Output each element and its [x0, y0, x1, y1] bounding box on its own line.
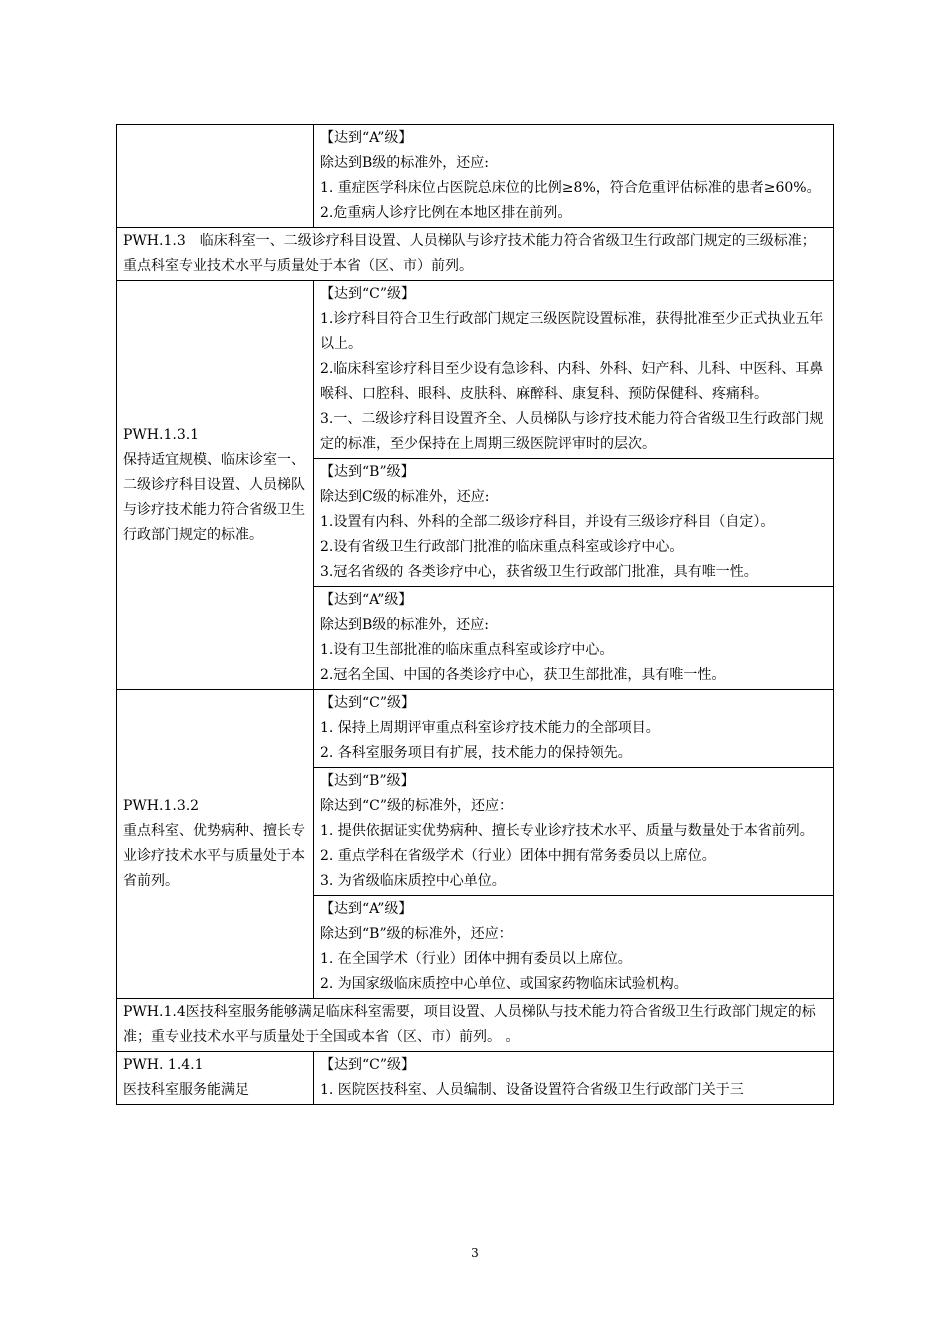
page-number: 3 — [471, 1246, 479, 1260]
criteria-line: 3. 为省级临床质控中心单位。 — [320, 873, 506, 889]
standards-table — [116, 124, 834, 1105]
grade-heading: 【达到“C”级】 — [320, 1057, 416, 1073]
criteria-line: 2.临床科室诊疗科目至少设有急诊科、内科、外科、妇产科、儿科、中医科、耳鼻喉科、口腔科、眼科、皮肤科、麻醉科、康复科、预防保健科、疼痛科。 — [320, 361, 824, 402]
item-description: 重点科室、优势病种、擅长专业诊疗技术水平与质量处于本省前列。 — [123, 823, 305, 889]
criteria-cell — [314, 1052, 834, 1105]
table-row — [117, 690, 834, 768]
criteria-cell — [314, 690, 834, 768]
criteria-line: 1. 重症医学科床位占医院总床位的比例≥8%，符合危重评估标准的患者≥60%。 — [320, 180, 821, 196]
item-description: 保持适宜规模、临床诊室一、二级诊疗科目设置、人员梯队与诊疗技术能力符合省级卫生行政部门规定的标准。 — [123, 451, 305, 543]
grade-heading: 【达到“A”级】 — [320, 901, 413, 917]
criteria-line: 除达到B级的标准外，还应: — [320, 617, 490, 633]
criteria-line: 2.冠名全国、中国的各类诊疗中心，获卫生部批准，具有唯一性。 — [320, 667, 726, 683]
item-description: 医技科室服务能满足 — [123, 1082, 249, 1098]
criteria-line: 1.设有卫生部批准的临床重点科室或诊疗中心。 — [320, 642, 614, 658]
criteria-line: 除达到B级的标准外，还应: — [320, 155, 490, 171]
criteria-cell — [314, 281, 834, 459]
table-row — [117, 999, 834, 1052]
grade-heading: 【达到“B”级】 — [320, 773, 415, 789]
criteria-cell — [314, 459, 834, 587]
grade-heading: 【达到“C”级】 — [320, 286, 416, 302]
criteria-line: 除达到“C”级的标准外，还应： — [320, 798, 514, 814]
criteria-line: 2. 重点学科在省级学术（行业）团体中拥有常务委员以上席位。 — [320, 848, 716, 864]
criteria-cell — [314, 125, 834, 228]
item-code: PWH.1.3.1 — [123, 426, 200, 443]
item-cell — [117, 1052, 314, 1105]
item-cell — [117, 690, 314, 999]
grade-heading: 【达到“C”级】 — [320, 695, 416, 711]
criteria-line: 1.诊疗科目符合卫生行政部门规定三级医院设置标准，获得批准至少正式执业五年以上。 — [320, 311, 824, 352]
criteria-cell — [314, 896, 834, 999]
item-code: PWH.1.3.2 — [123, 798, 200, 814]
table-row — [117, 281, 834, 459]
criteria-line: 1.设置有内科、外科的全部二级诊疗科目，并设有三级诊疗科目（自定）。 — [320, 514, 775, 530]
criteria-line: 2. 各科室服务项目有扩展，技术能力的保持领先。 — [320, 745, 632, 761]
grade-heading: 【达到“A”级】 — [320, 130, 413, 146]
criteria-cell — [314, 587, 834, 690]
item-cell-empty — [117, 125, 314, 228]
criteria-line: 除达到“B”级的标准外，还应： — [320, 926, 513, 942]
criteria-line: 3.一、二级诊疗科目设置齐全、人员梯队与诊疗技术能力符合省级卫生行政部门规定的标准，至少保持在上周期三级医院评审时的层次。 — [320, 411, 824, 452]
section-heading-cell: PWH.1.4医技科室服务能够满足临床科室需要，项目设置、人员梯队与技术能力符合省级卫生行政部门规定的标准；重专业技术水平与质量处于全国或本省（区、市）前列。 。 — [117, 999, 834, 1052]
criteria-line: 除达到C级的标准外，还应: — [320, 489, 490, 505]
item-cell — [117, 281, 314, 690]
table-row — [117, 228, 834, 281]
grade-heading: 【达到“B”级】 — [320, 464, 415, 480]
criteria-cell — [314, 768, 834, 896]
section-heading-cell: PWH.1.3 临床科室一、二级诊疗科目设置、人员梯队与诊疗技术能力符合省级卫生行政部门规定的三级标准；重点科室专业技术水平与质量处于本省（区、市）前列。 — [117, 228, 834, 281]
table-row — [117, 125, 834, 228]
criteria-line: 2.危重病人诊疗比例在本地区排在前列。 — [320, 205, 572, 221]
item-code: PWH. 1.4.1 — [123, 1057, 204, 1073]
criteria-line: 2.设有省级卫生行政部门批准的临床重点科室或诊疗中心。 — [320, 539, 684, 555]
standards-table-container — [116, 124, 834, 1105]
criteria-line: 1. 医院医技科室、人员编制、设备设置符合省级卫生行政部门关于三 — [320, 1082, 744, 1098]
table-row — [117, 1052, 834, 1105]
criteria-line: 1. 保持上周期评审重点科室诊疗技术能力的全部项目。 — [320, 720, 660, 736]
criteria-line: 1. 在全国学术（行业）团体中拥有委员以上席位。 — [320, 951, 632, 967]
criteria-line: 2. 为国家级临床质控中心单位、或国家药物临床试验机构。 — [320, 976, 688, 992]
grade-heading: 【达到“A”级】 — [320, 592, 413, 608]
criteria-line: 3.冠名省级的 各类诊疗中心，获省级卫生行政部门批准，具有唯一性。 — [320, 564, 758, 580]
criteria-line: 1. 提供依据证实优势病种、擅长专业诊疗技术水平、质量与数量处于本省前列。 — [320, 823, 814, 839]
